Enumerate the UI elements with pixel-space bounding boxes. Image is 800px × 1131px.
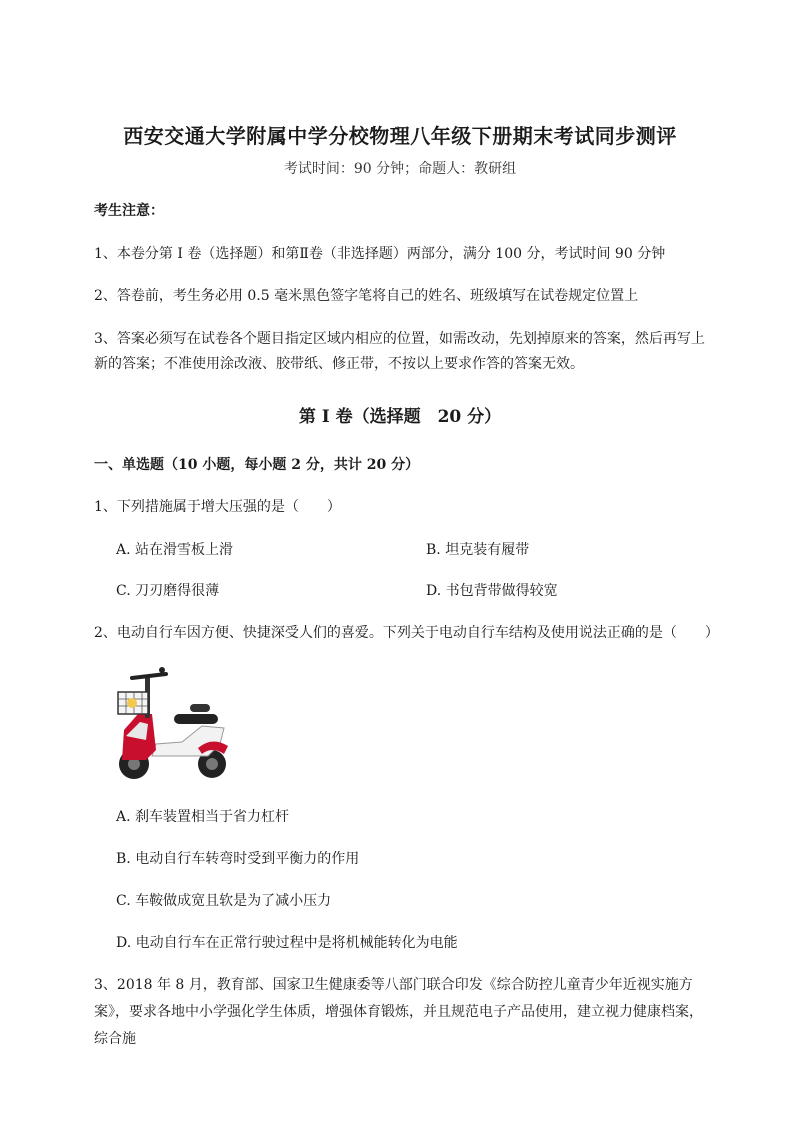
q2-option-c: C. 车鞍做成宽且软是为了减小压力 bbox=[116, 893, 332, 909]
question-2-stem: 2、电动自行车因方便、快捷深受人们的喜爱。下列关于电动自行车结构及使用说法正确的是（ ） bbox=[94, 625, 719, 641]
notice-heading: 考生注意： bbox=[94, 203, 164, 219]
notice-item-2: 2、答卷前，考生务必用 0.5 毫米黑色签字笔将自己的姓名、班级填写在试卷规定位置上 bbox=[94, 288, 639, 304]
question-3-stem: 3、2018 年 8 月，教育部、国家卫生健康委等八部门联合印发《综合防控儿童青少年近视实施方案》，要求各地中小学强化学生体质，增强体育锻炼，并且规范电子产品使用，建立视力健康档案，综合施 bbox=[94, 977, 703, 1047]
q1-option-c: C. 刀刃磨得很薄 bbox=[116, 583, 220, 599]
question-1-stem: 1、下列措施属于增大压强的是（ ） bbox=[94, 499, 341, 515]
part-heading: 一、单选题（10 小题，每小题 2 分，共计 20 分） bbox=[94, 457, 420, 473]
exam-info: 考试时间：90 分钟；命题人：教研组 bbox=[283, 161, 517, 177]
q2-option-a: A. 刹车装置相当于省力杠杆 bbox=[116, 809, 290, 825]
notice-item-1: 1、本卷分第 I 卷（选择题）和第Ⅱ卷（非选择题）两部分，满分 100 分，考试时间 90 分钟 bbox=[94, 246, 666, 262]
notice-item-3: 3、答案必须写在试卷各个题目指定区域内相应的位置，如需改动，先划掉原来的答案，然后再写上新的答案；不准使用涂改液、胶带纸、修正带，不按以上要求作答的答案无效。 bbox=[94, 331, 705, 372]
q2-option-b: B. 电动自行车转弯时受到平衡力的作用 bbox=[116, 851, 360, 867]
electric-bike-image bbox=[112, 664, 242, 784]
q2-option-d: D. 电动自行车在正常行驶过程中是将机械能转化为电能 bbox=[116, 935, 458, 951]
q1-option-a: A. 站在滑雪板上滑 bbox=[116, 542, 234, 558]
page-title: 西安交通大学附属中学分校物理八年级下册期末考试同步测评 bbox=[123, 124, 677, 148]
q1-option-d: D. 书包背带做得较宽 bbox=[426, 583, 558, 599]
section-title: 第 I 卷（选择题 20 分） bbox=[298, 407, 502, 427]
q1-option-b: B. 坦克装有履带 bbox=[426, 542, 530, 558]
